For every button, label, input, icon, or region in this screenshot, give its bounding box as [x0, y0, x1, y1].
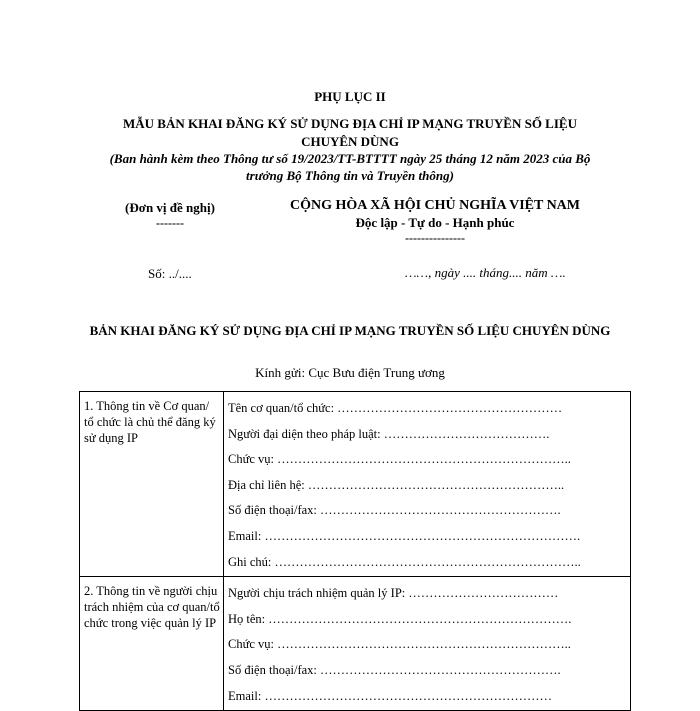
position-field[interactable]: Chức vụ: …………………………………………………………….. — [228, 452, 571, 467]
issuance-note: (Ban hành kèm theo Thông tư số 19/2023/TT-BTTTT ngày 25 tháng 12 năm 2023 của Bộ trưởng Bộ Thông tin và Truyền thông) — [109, 151, 591, 183]
form-section-2 — [80, 577, 631, 711]
motto-divider: --------------- — [405, 231, 465, 245]
section-label: 1. Thông tin về Cơ quan/ tổ chức là chủ thể đăng ký sử dụng IP — [80, 392, 224, 577]
org-name-field[interactable]: Tên cơ quan/tổ chức: ……………………………………………… — [228, 401, 563, 415]
form-title: BẢN KHAI ĐĂNG KÝ SỬ DỤNG ĐỊA CHỈ IP MẠNG TRUYỀN SỐ LIỆU CHUYÊN DÙNG — [89, 323, 611, 338]
email-field[interactable]: Email: …………………………………………………………………. — [228, 528, 581, 543]
phone-fax-field[interactable]: Số điện thoại/fax: …………………………………………………. — [228, 662, 561, 677]
registration-form-table — [79, 391, 631, 711]
unit-divider: ------- — [156, 216, 184, 230]
full-name-field[interactable]: Họ tên: ………………………………………………………………. — [228, 611, 572, 626]
national-motto: Độc lập - Tự do - Hạnh phúc — [355, 215, 515, 230]
notes-field[interactable]: Ghi chú: ……………………………………………………………….. — [228, 554, 581, 569]
section-fields — [224, 392, 631, 577]
section-fields — [224, 577, 631, 711]
section-label: 2. Thông tin về người chịu trách nhiệm của cơ quan/tổ chức trong việc quản lý IP — [80, 577, 224, 711]
document-date: ……, ngày .... tháng.... năm …. — [405, 265, 566, 280]
position-field[interactable]: Chức vụ: …………………………………………………………….. — [228, 637, 571, 652]
national-title: CỘNG HÒA XÃ HỘI CHỦ NGHĨA VIỆT NAM — [289, 198, 580, 213]
phone-fax-field[interactable]: Số điện thoại/fax: …………………………………………………. — [228, 503, 561, 518]
recipient-line: Kính gửi: Cục Bưu điện Trung ương — [255, 365, 445, 380]
address-field[interactable]: Địa chỉ liên hệ: …………………………………………………….. — [228, 477, 565, 492]
appendix-heading: PHỤ LỤC II — [314, 89, 386, 104]
document-title: MẪU BẢN KHAI ĐĂNG KÝ SỬ DỤNG ĐỊA CHỈ IP MẠNG TRUYỀN SỐ LIỆU CHUYÊN DÙNG — [123, 116, 577, 149]
form-section-1 — [80, 392, 631, 577]
email-field[interactable]: Email: …………………………………………………………… — [228, 688, 552, 703]
ip-manager-field[interactable]: Người chịu trách nhiệm quản lý IP: ……………………………… — [228, 586, 559, 601]
requesting-unit: (Đơn vị đề nghị) — [125, 200, 215, 215]
legal-representative-field[interactable]: Người đại diện theo pháp luật: …………………………………. — [228, 426, 550, 441]
document-number: Số: ../.... — [148, 266, 192, 281]
